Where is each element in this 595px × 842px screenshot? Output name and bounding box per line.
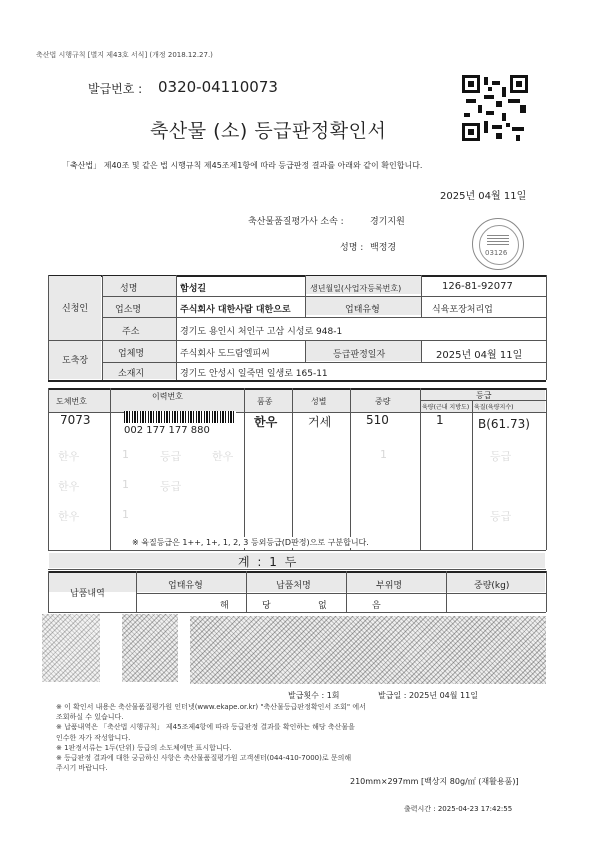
footer-issue-date: 발급일 : 2025년 04월 11일 <box>378 691 478 700</box>
quality-grade: B(61.73) <box>478 417 530 431</box>
watermark-text: 한우 <box>212 450 234 463</box>
seal-number: 03126 <box>485 249 508 257</box>
total-count: 계 : 1 두 <box>238 555 299 569</box>
watermark-text: 한우 <box>58 510 80 523</box>
col-quality: 육질(육량지수) <box>474 404 514 411</box>
footer-note-line: ※ 등급판정 결과에 대한 궁금하신 사항은 축산물품질평가원 고객센터(044-410-7000)로 문의해 <box>56 754 352 763</box>
col-sex: 성별 <box>311 397 327 406</box>
form-reference: 축산법 시행규칙 [별지 제43호 서식] (개정 2018.12.27.) <box>36 51 213 59</box>
biz-type-label: 업태유형 <box>345 305 380 315</box>
watermark-text: 1 <box>380 448 387 461</box>
print-time: 출력시간 : 2025-04-23 17:42:55 <box>404 805 513 813</box>
delivery-col-weight: 중량(kg) <box>474 581 510 591</box>
slaughter-date: 2025년 04월 11일 <box>436 350 523 361</box>
delivery-cell: 당 <box>262 601 271 611</box>
document-title: 축산물 (소) 등급판정확인서 <box>150 120 387 142</box>
birth-label: 생년월일(사업자등록번호) <box>310 284 402 293</box>
delivery-section-label: 납품내역 <box>70 589 105 599</box>
delivery-cell: 음 <box>372 601 381 611</box>
barcode-icon <box>124 411 236 423</box>
carcass-number: 7073 <box>60 413 91 427</box>
footer-note-line: ※ 1판정서류는 1두(단위) 등급의 소도체에만 표시합니다. <box>56 743 232 752</box>
issue-date: 2025년 04월 11일 <box>440 191 527 202</box>
col-trace-number: 이력번호 <box>152 392 183 401</box>
grader-office-label: 축산물품질평가사 소속 : <box>248 217 344 227</box>
intro-text: 「축산법」 제40조 및 같은 법 시행규칙 제45조제1항에 따라 등급판정 결과를 아래와 같이 확인합니다. <box>62 161 423 170</box>
weight-value: 510 <box>366 413 389 427</box>
slaughter-date-label: 등급판정일자 <box>333 350 386 360</box>
footer-notes <box>56 702 366 773</box>
company-label: 업소명 <box>115 305 142 315</box>
slaughter-name: 주식회사 도드람엘피씨 <box>180 349 270 359</box>
watermark-text: 1 <box>122 448 129 461</box>
watermark-text: 등급 <box>490 510 512 523</box>
col-carcass-number: 도체번호 <box>56 397 87 406</box>
company-name: 주식회사 대한사람 대한으로 <box>180 305 291 315</box>
applicant-name-label: 성명 <box>120 284 138 294</box>
issue-count: 발급횟수 : 1회 <box>288 691 340 700</box>
location-label: 소재지 <box>118 369 145 379</box>
breed-value: 한우 <box>254 415 278 429</box>
watermark-text: 1 <box>122 478 129 491</box>
footer-note-line: ※ 납품내역은 「축산법 시행규칙」 제45조제4항에 따라 등급판정 결과를 확인하는 해당 축산물을 <box>56 723 355 732</box>
delivery-col-recipient: 납품처명 <box>276 581 311 591</box>
delivery-cell: 해 <box>220 601 229 611</box>
biz-type: 식육포장처리업 <box>432 305 493 315</box>
delivery-col-biz-type: 업태유형 <box>168 581 203 591</box>
location-value: 경기도 안성시 일죽면 일생로 165-11 <box>180 369 328 379</box>
delivery-cell: 없 <box>318 601 327 611</box>
footer-note-line: 주시기 바랍니다. <box>56 764 108 773</box>
col-breed: 품종 <box>257 397 273 406</box>
col-grade: 등급 <box>476 391 492 400</box>
col-weight: 중량 <box>375 397 391 406</box>
col-yield: 육량(근내 지방도) <box>422 404 470 411</box>
issue-number-label: 발급번호 : <box>88 82 143 96</box>
watermark-text: 등급 <box>160 450 182 463</box>
paper-spec: 210mm×297mm [백상지 80g/㎡ (재활용품)] <box>350 777 519 786</box>
watermark-text: 1 <box>122 508 129 521</box>
grade-note: ※ 육질등급은 1++, 1+, 1, 2, 3 등외등급(D판정)으로 구분합니다. <box>132 538 369 547</box>
birth-value: 126-81-92077 <box>442 281 513 292</box>
qr-code-icon <box>462 75 528 141</box>
address-value: 경기도 용인시 처인구 고삼 시성로 948-1 <box>180 327 343 337</box>
redacted-signature <box>42 614 100 682</box>
yield-grade: 1 <box>436 413 444 427</box>
trace-number: 002 177 177 880 <box>124 425 210 436</box>
watermark-text: 한우 <box>58 480 80 493</box>
watermark-text: 한우 <box>58 450 80 463</box>
footer-note-line: 인수한 자가 작성합니다. <box>56 733 131 742</box>
grader-office: 경기지원 <box>370 217 405 227</box>
delivery-col-part: 부위명 <box>376 581 403 591</box>
applicant-name: 함성길 <box>180 284 207 294</box>
redacted-signature <box>122 614 178 682</box>
footer-note-line: 조회하실 수 있습니다. <box>56 713 124 722</box>
slaughter-name-label: 업체명 <box>118 349 145 359</box>
slaughter-section-label: 도축장 <box>62 356 89 366</box>
official-seal-icon <box>472 218 524 270</box>
sex-value: 거세 <box>308 415 332 429</box>
watermark-text: 등급 <box>490 450 512 463</box>
redacted-signature <box>190 616 546 684</box>
applicant-section-label: 신청인 <box>62 304 89 314</box>
footer-note-line: ※ 이 확인서 내용은 축산물품질평가원 인터넷(www.ekape.or.kr) "축산물등급판정확인서 조회" 에서 <box>56 703 366 711</box>
address-label: 주소 <box>122 327 140 337</box>
grader-name-label: 성명 : <box>340 243 364 253</box>
watermark-text: 등급 <box>160 480 182 493</box>
issue-number: 0320-04110073 <box>158 78 278 96</box>
grader-name: 백정경 <box>370 243 397 253</box>
